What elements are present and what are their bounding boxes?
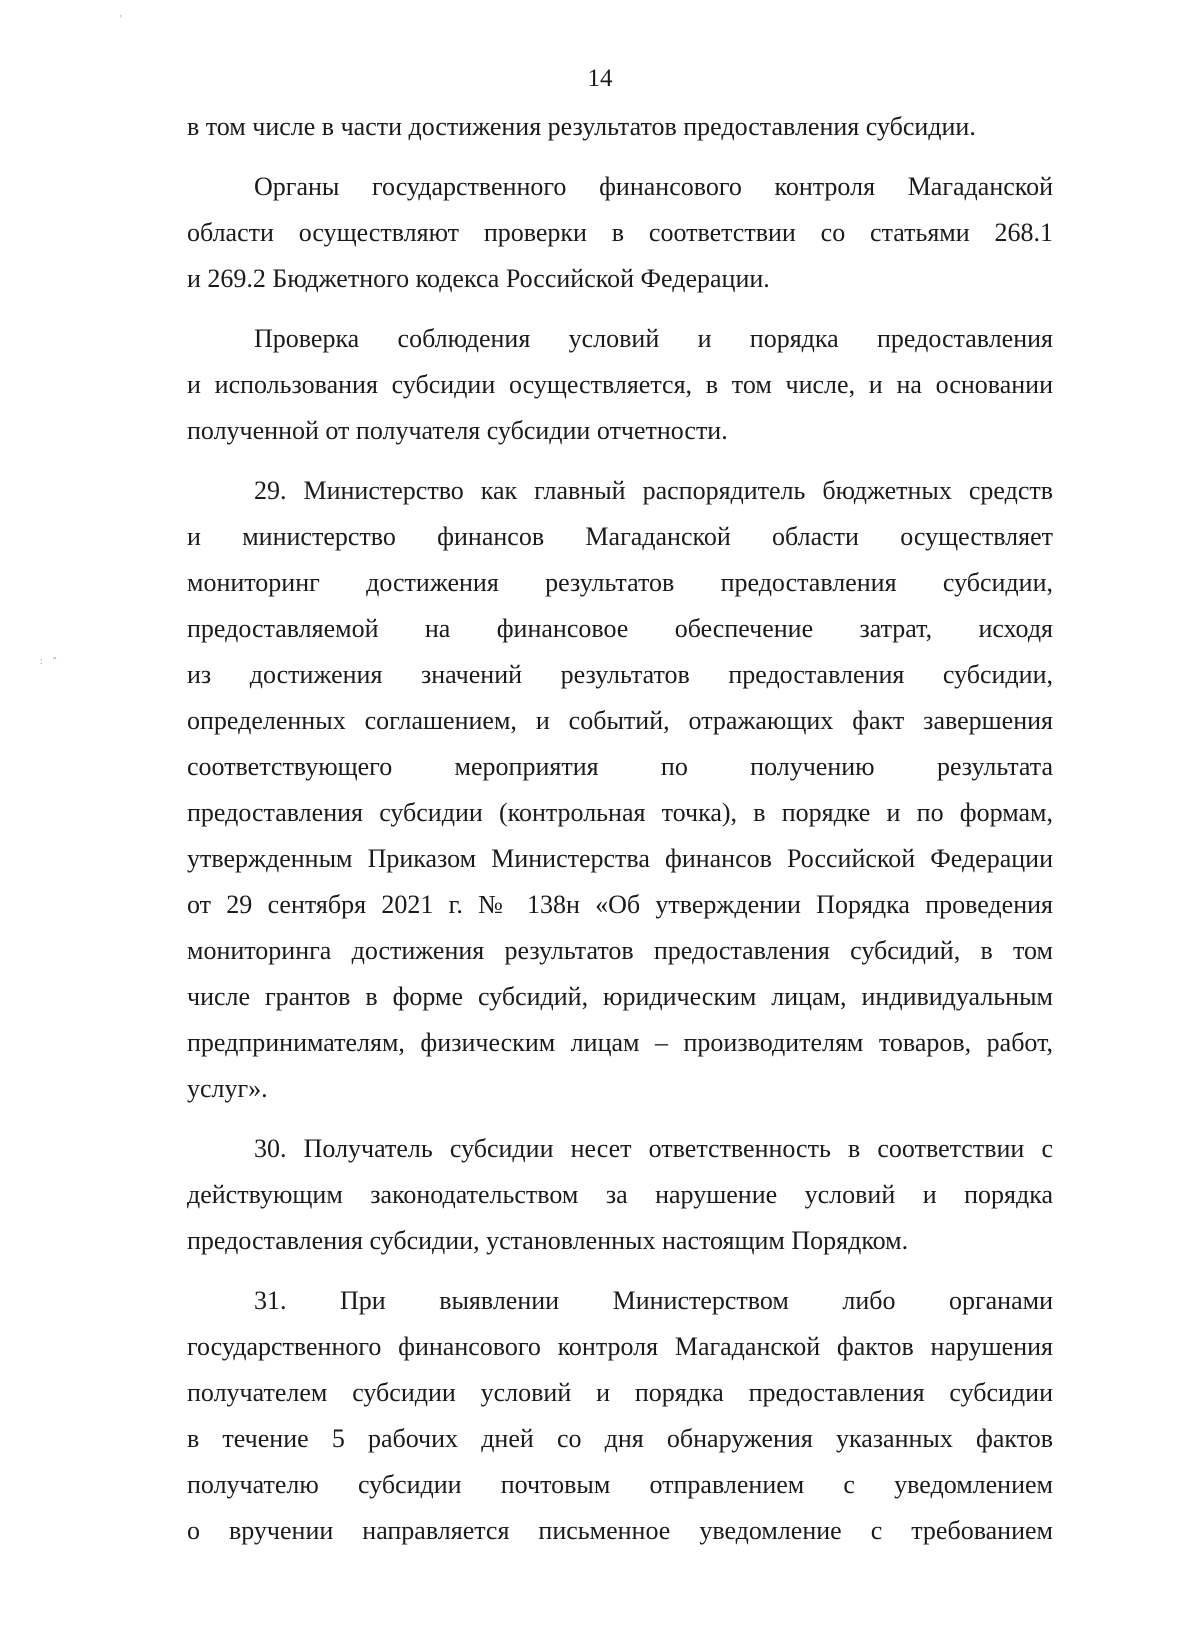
paragraph-gap	[187, 1264, 1053, 1278]
text-line: получателю субсидии почтовым отправлением с уведомлением	[187, 1470, 1053, 1499]
text-line: и использования субсидии осуществляется, в том числе, и на основании	[187, 370, 1053, 399]
paragraph	[187, 316, 1053, 454]
text-line: соответствующего мероприятия по получению результата	[187, 752, 1053, 781]
text-line: предоставления субсидии (контрольная точка), в порядке и по формам,	[187, 798, 1053, 827]
text-line: утвержденным Приказом Министерства финансов Российской Федерации	[187, 844, 1053, 873]
text-line: Проверка соблюдения условий и порядка предоставления	[254, 324, 1053, 353]
text-line: и министерство финансов Магаданской области осуществляет	[187, 522, 1053, 551]
document-body	[187, 104, 1053, 1554]
text-line: государственного финансового контроля Магаданской фактов нарушения	[187, 1332, 1053, 1361]
text-line: из достижения значений результатов предоставления субсидии,	[187, 660, 1053, 689]
paragraph-gap	[187, 1112, 1053, 1126]
text-line: Органы государственного финансового контроля Магаданской	[254, 172, 1053, 201]
text-line: определенных соглашением, и событий, отражающих факт завершения	[187, 706, 1053, 735]
text-line: предоставляемой на финансовое обеспечение затрат, исходя	[187, 614, 1053, 643]
paragraph	[187, 164, 1053, 302]
text-line: предоставления субсидии, установленных настоящим Порядком.	[187, 1226, 909, 1255]
page-number: 14	[587, 65, 613, 92]
text-line: мониторинга достижения результатов предоставления субсидий, в том	[187, 936, 1053, 965]
text-line: и 269.2 Бюджетного кодекса Российской Федерации.	[187, 264, 770, 293]
text-line: области осуществляют проверки в соответствии со статьями 268.1	[187, 218, 1053, 247]
text-line: предпринимателям, физическим лицам – производителям товаров, работ,	[187, 1028, 1053, 1057]
paragraph	[187, 1278, 1053, 1554]
text-line: услуг».	[187, 1074, 268, 1103]
text-line: 30. Получатель субсидии несет ответственность в соответствии с	[254, 1134, 1053, 1163]
scan-speck: '	[120, 14, 122, 25]
text-line: получателем субсидии условий и порядка предоставления субсидии	[187, 1378, 1053, 1407]
paragraph-gap	[187, 302, 1053, 316]
paragraph-gap	[187, 150, 1053, 164]
scan-speck: : "	[40, 656, 57, 667]
text-line: 31. При выявлении Министерством либо органами	[254, 1286, 1053, 1315]
text-line: мониторинг достижения результатов предоставления субсидии,	[187, 568, 1053, 597]
paragraph	[187, 104, 1053, 150]
paragraph	[187, 1126, 1053, 1264]
text-line: в том числе в части достижения результатов предоставления субсидии.	[187, 112, 976, 141]
text-line: полученной от получателя субсидии отчетности.	[187, 416, 728, 445]
text-line: от 29 сентября 2021 г. № 138н «Об утверждении Порядка проведения	[187, 890, 1053, 919]
paragraph-gap	[187, 454, 1053, 468]
text-line: о вручении направляется письменное уведомление с требованием	[187, 1516, 1053, 1545]
text-line: числе грантов в форме субсидий, юридическим лицам, индивидуальным	[187, 982, 1053, 1011]
text-line: в течение 5 рабочих дней со дня обнаружения указанных фактов	[187, 1424, 1053, 1453]
text-line: 29. Министерство как главный распорядитель бюджетных средств	[254, 476, 1053, 505]
paragraph	[187, 468, 1053, 1112]
text-line: действующим законодательством за нарушение условий и порядка	[187, 1180, 1053, 1209]
